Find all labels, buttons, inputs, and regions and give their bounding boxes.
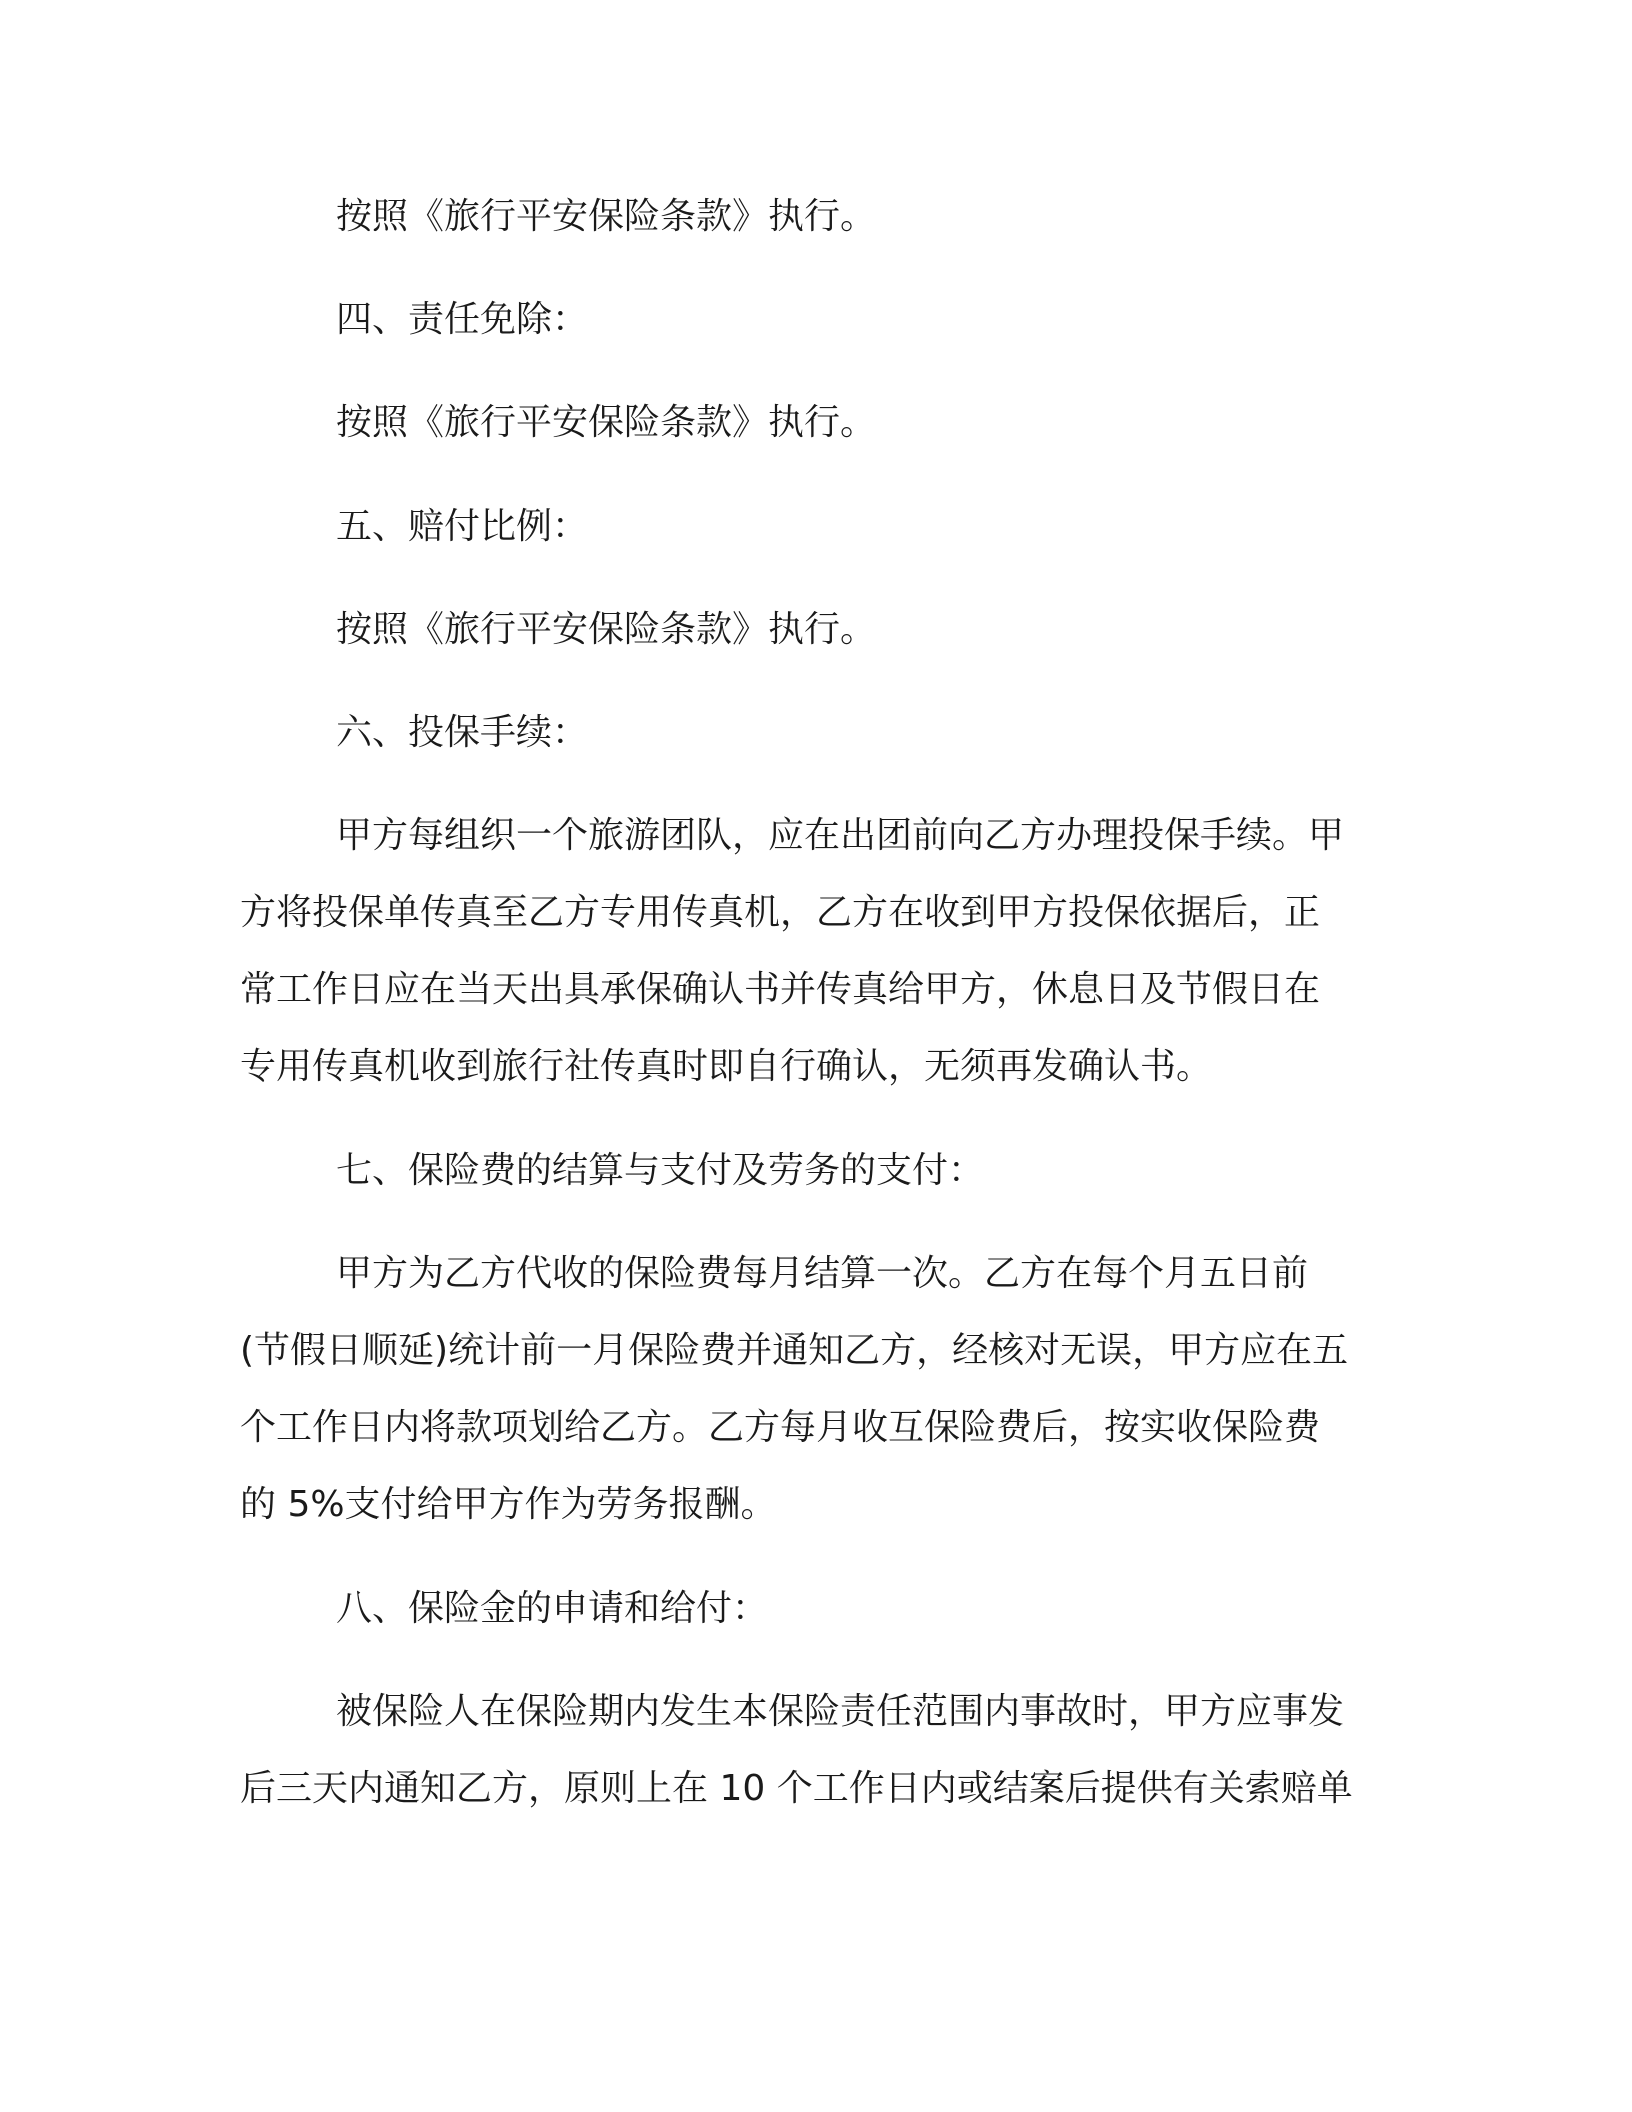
text-line: 五、赔付比例： xyxy=(336,506,589,547)
heading-clause-7 xyxy=(240,1132,1380,1209)
paragraph-clause-7-body xyxy=(240,1235,1380,1543)
text-line: 按照《旅行平安保险条款》执行。 xyxy=(336,196,877,237)
text-line: 按照《旅行平安保险条款》执行。 xyxy=(336,609,877,650)
text-line: 四、责任免除： xyxy=(336,299,589,340)
text-line: 甲方每组织一个旅游团队，应在出团前向乙方办理投保手续。甲 xyxy=(336,815,1345,856)
heading-clause-5 xyxy=(240,488,1380,565)
heading-clause-8 xyxy=(240,1570,1380,1647)
text-line: 方将投保单传真至乙方专用传真机，乙方在收到甲方投保依据后，正 xyxy=(240,892,1321,933)
heading-clause-4 xyxy=(240,281,1380,358)
text-line: 的 5%支付给甲方作为劳务报酬。 xyxy=(240,1484,777,1525)
text-line: 常工作日应在当天出具承保确认书并传真给甲方，休息日及节假日在 xyxy=(240,969,1321,1010)
text-line: (节假日顺延)统计前一月保险费并通知乙方，经核对无误，甲方应在五 xyxy=(240,1330,1349,1371)
text-line: 后三天内通知乙方，原则上在 10 个工作日内或结案后提供有关索赔单 xyxy=(240,1768,1353,1809)
text-line: 甲方为乙方代收的保险费每月结算一次。乙方在每个月五日前 xyxy=(336,1253,1309,1294)
text-line: 被保险人在保险期内发生本保险责任范围内事故时，甲方应事发 xyxy=(336,1691,1345,1732)
paragraph-clause-6-body xyxy=(240,797,1380,1105)
text-line: 七、保险费的结算与支付及劳务的支付： xyxy=(336,1150,985,1191)
paragraph-clause-3-body xyxy=(240,178,1380,255)
text-line: 六、投保手续： xyxy=(336,712,589,753)
text-line: 按照《旅行平安保险条款》执行。 xyxy=(336,402,877,443)
paragraph-clause-5-body xyxy=(240,591,1380,668)
paragraph-clause-8-body xyxy=(240,1673,1380,1827)
text-line: 个工作日内将款项划给乙方。乙方每月收互保险费后，按实收保险费 xyxy=(240,1407,1321,1448)
text-line: 专用传真机收到旅行社传真时即自行确认，无须再发确认书。 xyxy=(240,1046,1213,1087)
heading-clause-6 xyxy=(240,694,1380,771)
paragraph-clause-4-body xyxy=(240,384,1380,461)
text-line: 八、保险金的申请和给付： xyxy=(336,1588,769,1629)
